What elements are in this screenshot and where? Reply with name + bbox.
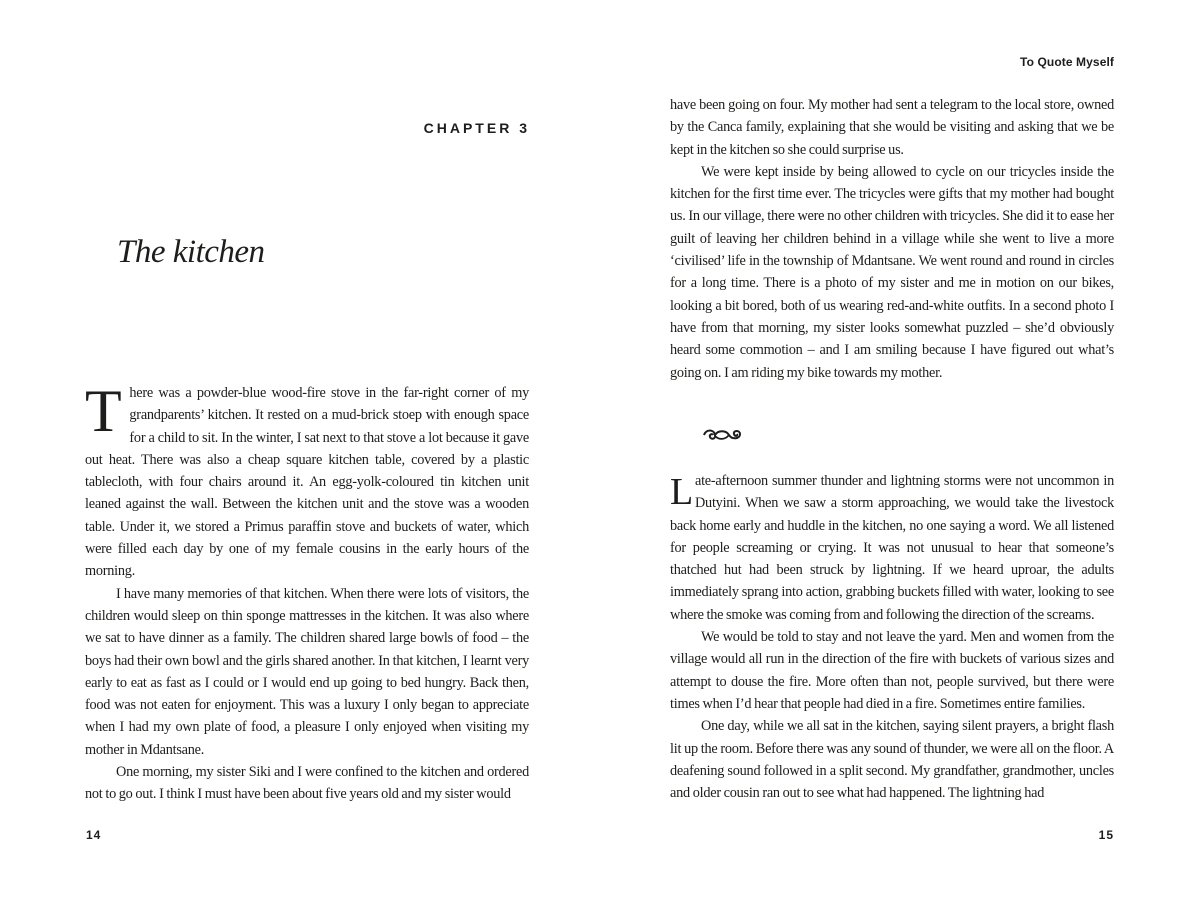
- paragraph: We would be told to stay and not leave the yard. Men and women from the village would all run in the direction of the fire with buckets of various sizes and attempt to douse the fire. More often than not, people survived, but there were times when I’d hear that people had died in a fire. Sometimes entire families.: [670, 629, 1114, 712]
- scroll-ornament-icon: [702, 427, 742, 443]
- paragraph: I have many memories of that kitchen. When there were lots of visitors, the children would sleep on thin sponge mattresses in the kitchen. It was also where we sat to have dinner as a family. The children shared large bowls of food – the boys had their own bowl and the girls shared another. In that kitchen, I learnt very early to eat as fast as I could or I would end up going to bed hungry. Back then, food was not eaten for enjoyment. This was a luxury I only began to appreciate when I had my own plate of food, a pleasure I only enjoyed when visiting my mother in Mdantsane.: [85, 585, 529, 758]
- page-number: 15: [1098, 828, 1114, 842]
- section-opening-paragraph: [670, 470, 1114, 626]
- chapter-title: The kitchen: [117, 234, 265, 270]
- running-head: To Quote Myself: [1020, 55, 1114, 69]
- right-top-text: [670, 94, 1114, 384]
- right-page: [600, 0, 1200, 917]
- right-bottom-text: [670, 470, 1114, 804]
- chapter-label: CHAPTER 3: [423, 120, 530, 136]
- paragraph: One morning, my sister Siki and I were confined to the kitchen and ordered not to go out. I think I must have been about five years old and my sister would: [85, 764, 529, 803]
- paragraph: One day, while we all sat in the kitchen, saying silent prayers, a bright flash lit up the room. Before there was any sound of thunder, we were all on the floor. A deafening sound followed in a split second. My grandfather, grandmother, uncles and older cousin ran out to see what had happened. The lightning had: [670, 718, 1114, 802]
- section-opening-text: ate-afternoon summer thunder and lightning storms were not uncommon in Dutyini. When we saw a storm approaching, we would take the livestock back home early and huddle in the kitchen, no one saying a word. We all listened for people screaming or crying. It was not unusual to hear that someone’s thatched hut had been struck by lightning. If we heard uproar, the adults immediately sprang into action, grabbing buckets filled with water, looking to see where the smoke was coming from and following the direction of the screams.: [670, 473, 1114, 623]
- continued-paragraph: have been going on four. My mother had sent a telegram to the local store, owned by the Canca family, explaining that she would be visiting and asking that we be kept in the kitchen so she could surprise us.: [670, 97, 1114, 158]
- drop-cap: L: [670, 471, 693, 513]
- opening-paragraph-text: here was a powder-blue wood-fire stove in the far-right corner of my grandparents’ kitchen. It rested on a mud-brick stoep with enough space for a child to sit. In the winter, I sat next to that stove a lot because it gave out heat. There was also a cheap square kitchen table, covered by a plastic tablecloth, with four chairs around it. An egg-yolk-coloured tin kitchen unit leaned against the wall. Between the kitchen unit and the stove was a wooden table. Under it, we stored a Primus paraffin stove and buckets of water, which were filled each day by one of my female cousins in the early hours of the morning.: [85, 385, 529, 580]
- drop-cap: T: [85, 378, 122, 444]
- opening-paragraph: [85, 378, 529, 583]
- page-number: 14: [86, 828, 102, 842]
- left-body-text: [85, 378, 529, 806]
- paragraph: We were kept inside by being allowed to cycle on our tricycles inside the kitchen for the first time ever. The tricycles were gifts that my mother had bought us. In our village, there were no other children with tricycles. She did it to ease her guilt of leaving her children behind in a village while she went to live a more ‘civilised’ life in the township of Mdantsane. We went round and round in circles for a long time. There is a photo of my sister and me in motion on our bikes, looking a bit bored, both of us wearing red-and-white outfits. In a second photo I have from that morning, my sister looks somewhat puzzled – she’d obviously heard some commotion – and I am smiling because I have figured out what’s going on. I am riding my bike towards my mother.: [670, 163, 1114, 381]
